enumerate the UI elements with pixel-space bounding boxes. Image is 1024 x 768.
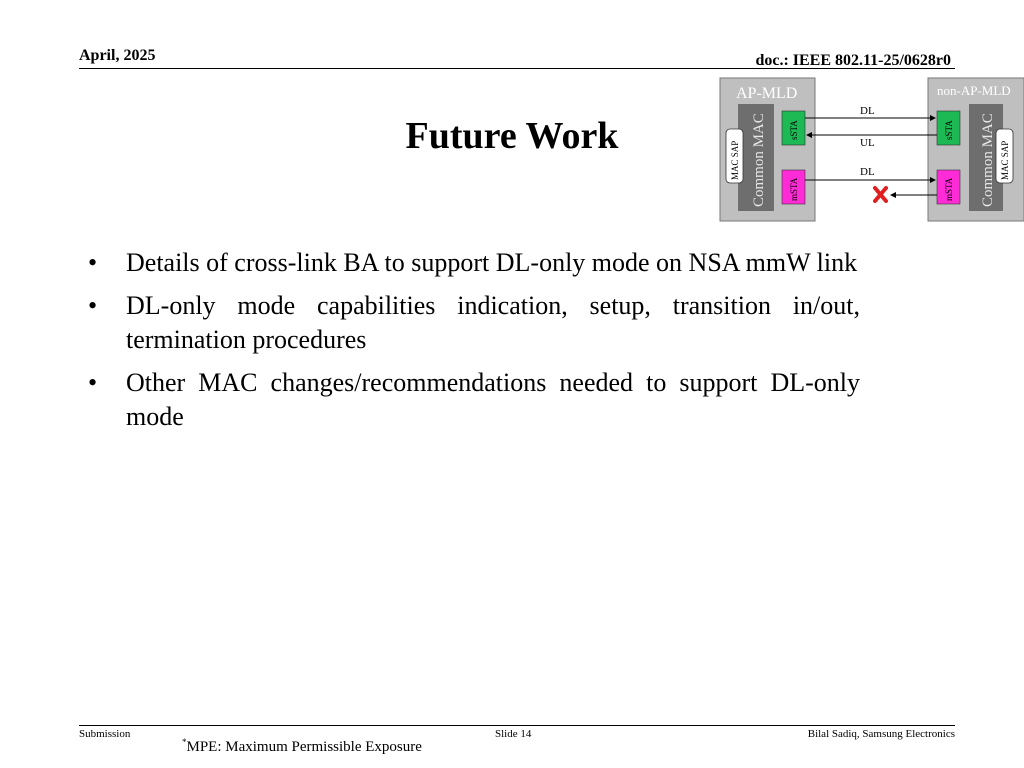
bullet-item — [88, 289, 860, 357]
dl-label-top: DL — [860, 105, 875, 117]
bullet-text: DL-only mode capabilities indication, setup, transition in/out, termination procedures — [126, 291, 860, 354]
slide-title: Future Work — [405, 115, 619, 157]
bullet-icon: • — [88, 368, 98, 397]
footer-slide-number: Slide 14 — [495, 728, 532, 740]
bullet-list — [88, 246, 860, 443]
bullet-text: Other MAC changes/recommendations needed to support DL-only mode — [126, 368, 860, 431]
bullet-text: Details of cross-link BA to support DL-only mode on NSA mmW link — [126, 248, 858, 277]
ap-msta-label: mSTA — [789, 177, 799, 201]
ap-common-mac-label: Common MAC — [751, 113, 767, 207]
ul-label: UL — [860, 137, 875, 149]
header-divider — [79, 68, 955, 69]
blocked-x-icon — [875, 188, 886, 201]
footer-submission: Submission — [79, 728, 131, 740]
non-ap-ssta-label: sSTA — [944, 120, 954, 140]
header-date: April, 2025 — [79, 47, 156, 64]
footer-divider — [79, 725, 955, 726]
footnote — [182, 737, 422, 756]
footnote-text: MPE: Maximum Permissible Exposure — [186, 739, 422, 755]
footer-author: Bilal Sadiq, Samsung Electronics — [807, 728, 955, 740]
mld-link-diagram — [719, 77, 1024, 223]
ap-ssta-label: sSTA — [789, 120, 799, 140]
bullet-icon: • — [88, 248, 98, 277]
non-ap-msta-label: mSTA — [944, 177, 954, 201]
non-ap-mld-label: non-AP-MLD — [937, 83, 1011, 98]
bullet-icon: • — [88, 291, 98, 320]
non-ap-mac-sap-label: MAC SAP — [1000, 140, 1010, 180]
dl-label-bottom: DL — [860, 166, 875, 178]
header-doc-id: doc.: IEEE 802.11-25/0628r0 — [755, 52, 951, 69]
non-ap-common-mac-label: Common MAC — [980, 113, 996, 207]
footnote-mark: * — [182, 737, 187, 747]
bullet-item — [88, 366, 860, 434]
bullet-item — [88, 246, 860, 280]
ap-mac-sap-label: MAC SAP — [730, 140, 740, 180]
ap-mld-label: AP-MLD — [736, 85, 798, 102]
